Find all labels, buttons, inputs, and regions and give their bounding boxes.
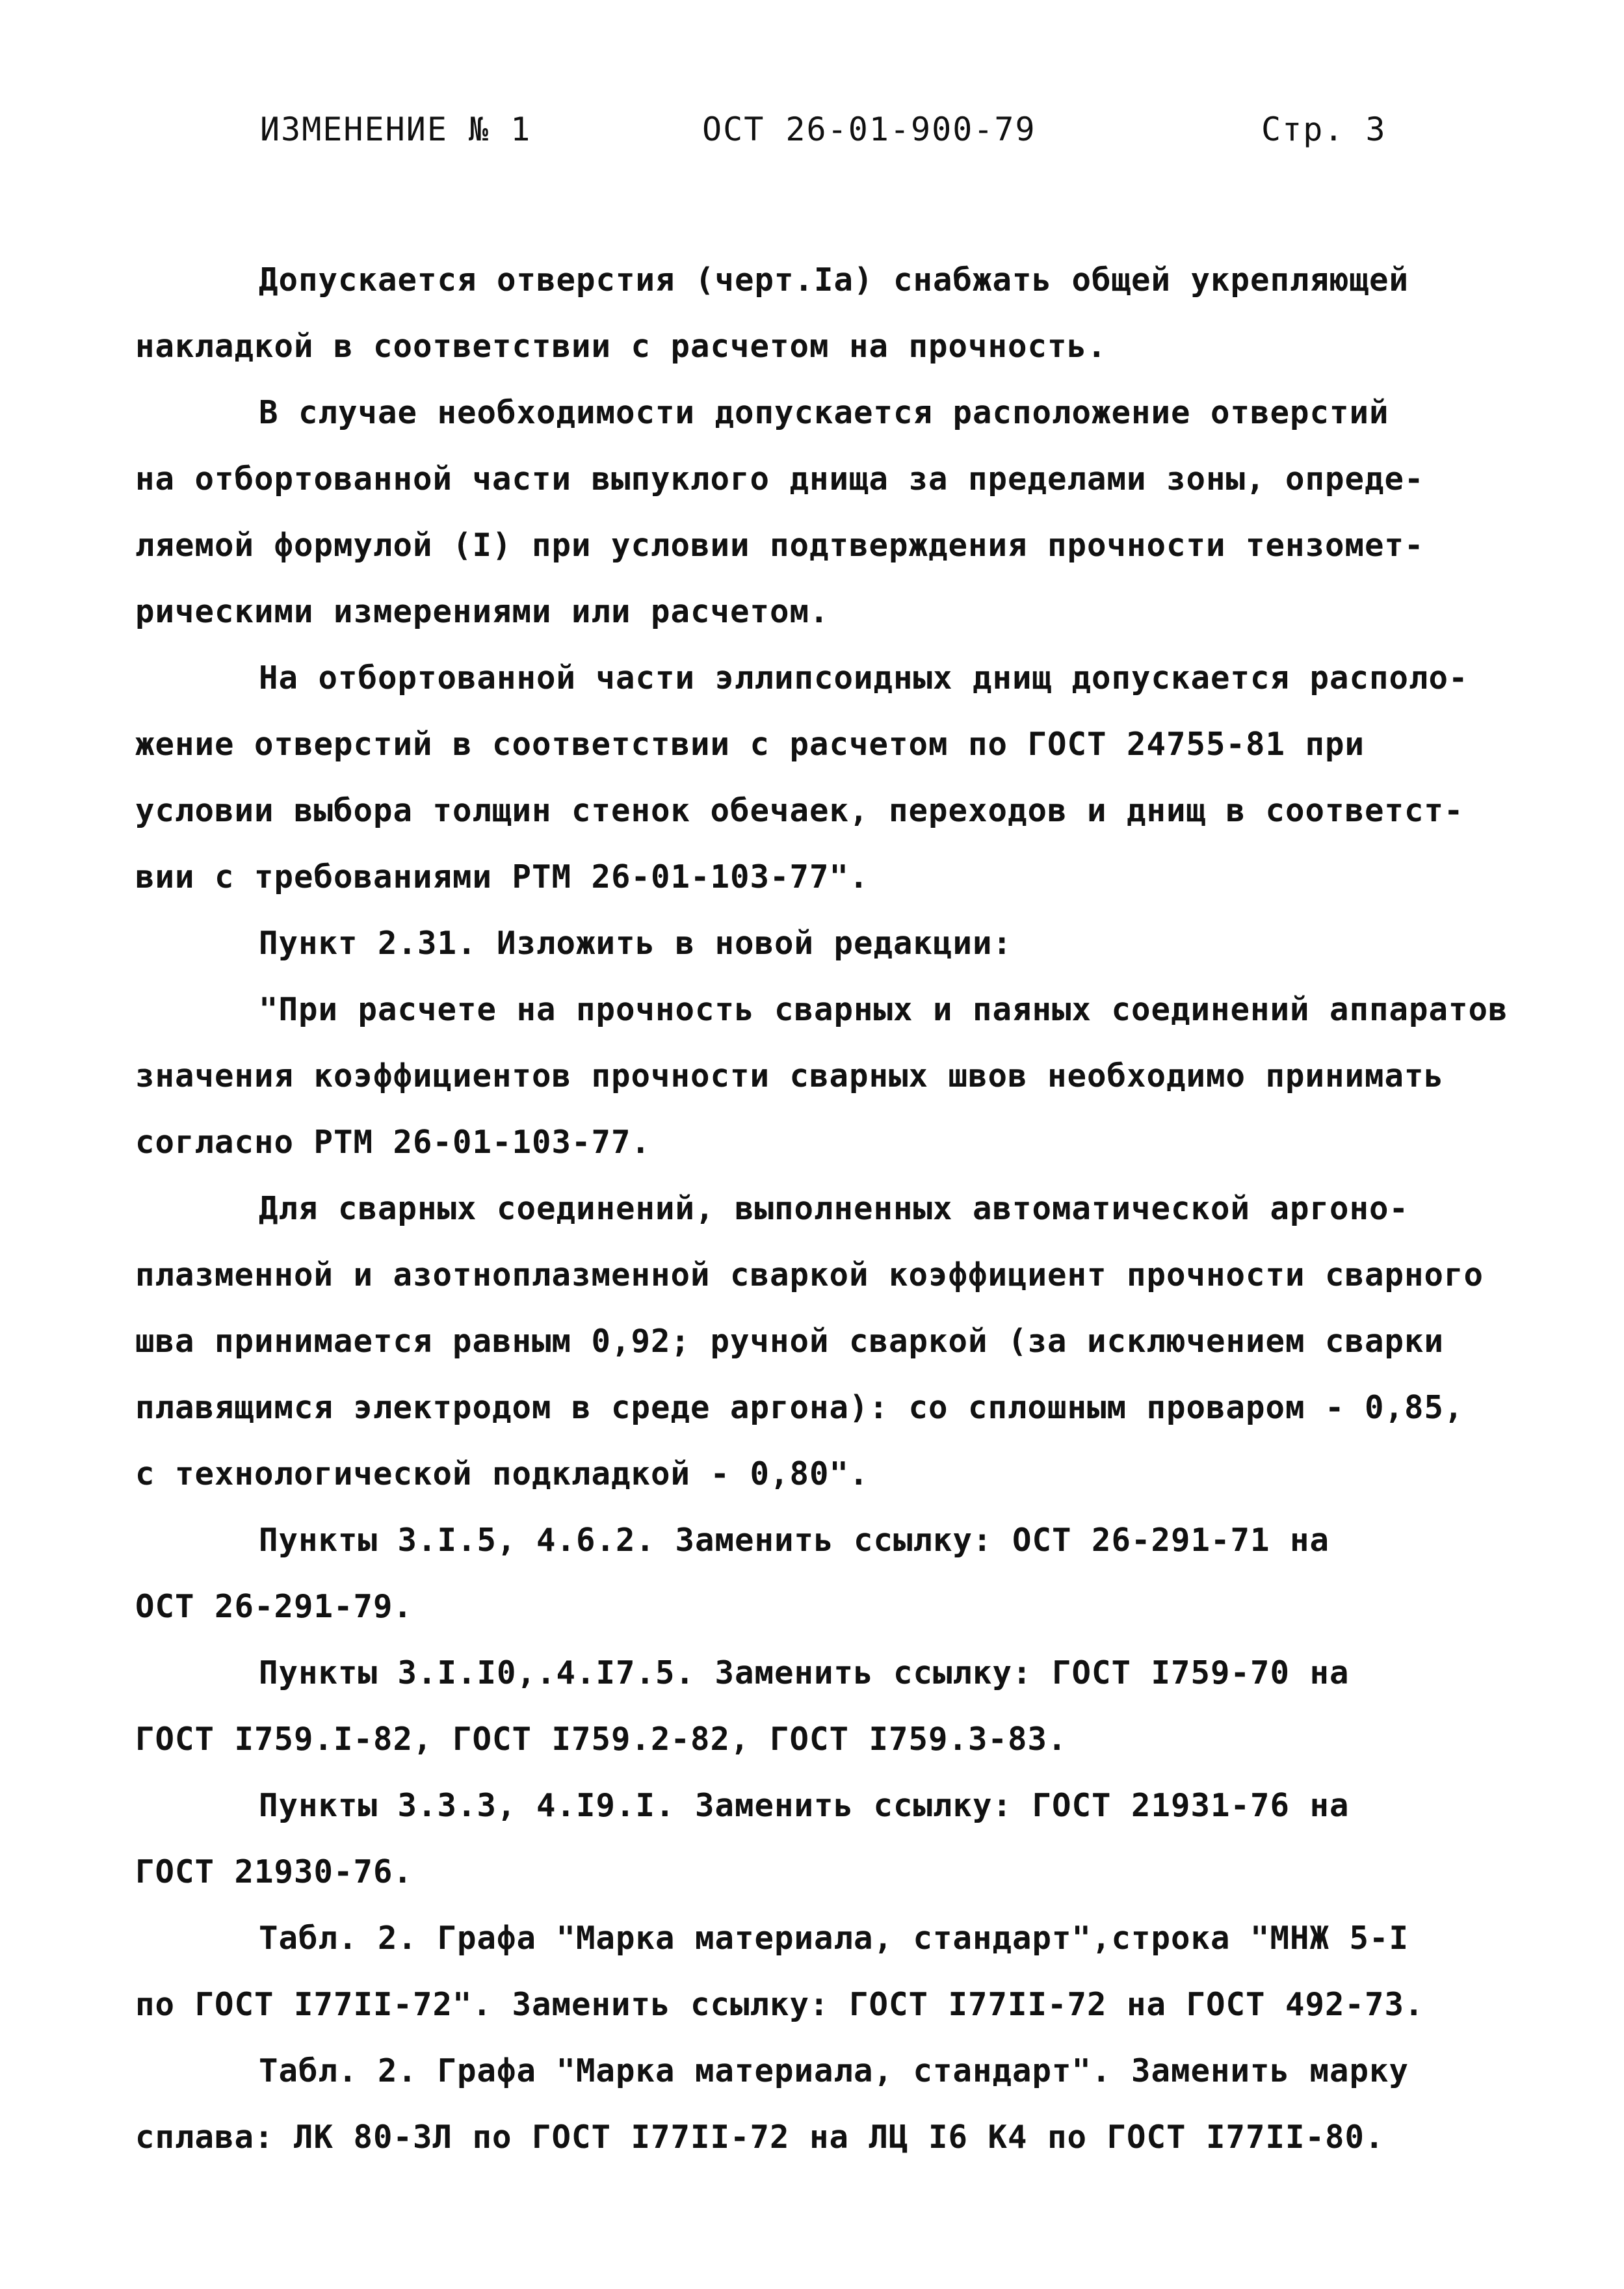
text-line: значения коэффициентов прочности сварных швов необходимо принимать [135,1057,1445,1094]
text-line: Пункты 3.I.I0,.4.I7.5. Заменить ссылку: ГОСТ I759-70 на [259,1654,1350,1691]
text-line: Допускается отверстия (черт.Iа) снабжать общей укрепляющей [259,261,1409,298]
text-line: на отбортованной части выпуклого днища за пределами зоны, опреде- [135,460,1424,497]
text-line: На отбортованной части эллипсоидных днищ допускается располо- [259,659,1469,696]
page-number: Стр. 3 [1261,111,1387,148]
text-line: условии выбора толщин стенок обечаек, переходов и днищ в соответст- [135,792,1464,829]
text-line: по ГОСТ I77II-72". Заменить ссылку: ГОСТ I77II-72 на ГОСТ 492-73. [135,1986,1424,2023]
page-header [260,111,1387,163]
text-line: "При расчете на прочность сварных и паяных соединений аппаратов [259,991,1508,1028]
text-line: плазменной и азотноплазменной сваркой коэффициент прочности сварного [135,1256,1484,1293]
document-body [135,247,1539,2171]
text-line: В случае необходимости допускается расположение отверстий [259,394,1389,431]
text-line: плавящимся электродом в среде аргона): со сплошным проваром - 0,85, [135,1389,1464,1426]
text-line: сплава: ЛК 80-3Л по ГОСТ I77II-72 на ЛЦ I6 К4 по ГОСТ I77II-80. [135,2119,1385,2156]
text-line: согласно РТМ 26-01-103-77. [135,1124,651,1161]
text-line: Для сварных соединений, выполненных автоматической аргоно- [259,1190,1409,1227]
text-line: Табл. 2. Графа "Марка материала, стандарт",строка "МНЖ 5-I [259,1920,1409,1957]
text-line: Пункты 3.I.5, 4.6.2. Заменить ссылку: ОСТ 26-291-71 на [259,1522,1330,1559]
text-line: ГОСТ 21930-76. [135,1853,413,1890]
text-line: Пункты 3.3.3, 4.I9.I. Заменить ссылку: ГОСТ 21931-76 на [259,1787,1350,1824]
standard-designation: ОСТ 26-01-900-79 [702,111,1036,148]
text-line: Пункт 2.31. Изложить в новой редакции: [259,925,1013,962]
text-line: шва принимается равным 0,92; ручной сваркой (за исключением сварки [135,1323,1445,1360]
text-line: Табл. 2. Графа "Марка материала, стандарт". Заменить марку [259,2052,1409,2089]
text-line: с технологической подкладкой - 0,80". [135,1455,869,1492]
text-line: рическими измерениями или расчетом. [135,593,830,630]
text-line: ГОСТ I759.I-82, ГОСТ I759.2-82, ГОСТ I759.3-83. [135,1721,1067,1758]
change-number: ИЗМЕНЕНИЕ № 1 [260,111,532,148]
text-line: накладкой в соответствии с расчетом на прочность. [135,328,1107,365]
text-line: вии с требованиями РТМ 26-01-103-77". [135,858,869,895]
text-line: жение отверстий в соответствии с расчетом по ГОСТ 24755-81 при [135,726,1365,763]
text-line: ОСТ 26-291-79. [135,1588,413,1625]
text-line: ляемой формулой (I) при условии подтверждения прочности тензомет- [135,527,1424,564]
